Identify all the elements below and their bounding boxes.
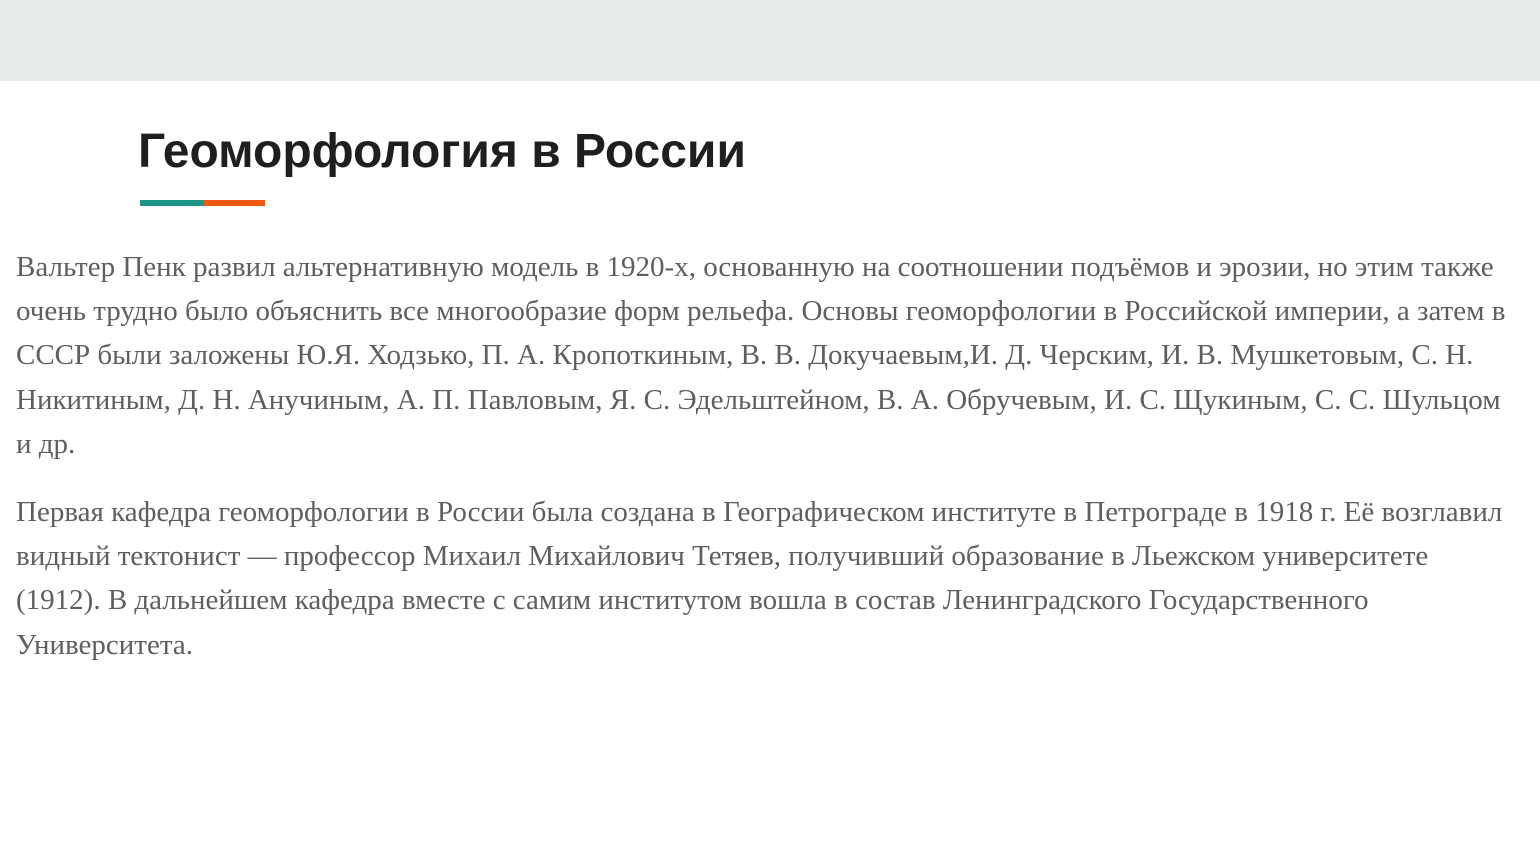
slide-body	[16, 245, 1516, 691]
slide-title: Геоморфология в России	[138, 125, 746, 178]
title-underline	[140, 200, 265, 206]
underline-orange-segment	[204, 200, 265, 206]
underline-teal-segment	[140, 200, 204, 206]
paragraph-penck-and-founders: Вальтер Пенк развил альтернативную модель в 1920-х, основанную на соотношении подъёмов и эрозии, но этим также очень трудно было объяснить все многообразие форм рельефа. Основы геоморфологии в Российской империи, а затем в СССР были заложены Ю.Я. Ходзько, П. А. Кропоткиным, В. В. Докучаевым,И. Д. Черским, И. В. Мушкетовым, С. Н. Никитиным, Д. Н. Анучиным, А. П. Павловым, Я. С. Эдельштейном, В. А. Обручевым, И. С. Щукиным, С. С. Шульцом и др.	[16, 251, 1506, 460]
paragraph-first-department: Первая кафедра геоморфологии в России была создана в Географическом институте в Петрограде в 1918 г. Её возглавил видный тектонист — профессор Михаил Михайлович Тетяев, получивший образование в Льежском университете (1912). В дальнейшем кафедра вместе с самим институтом вошла в состав Ленинградского Государственного Университета.	[16, 496, 1503, 661]
header-band	[0, 0, 1540, 81]
